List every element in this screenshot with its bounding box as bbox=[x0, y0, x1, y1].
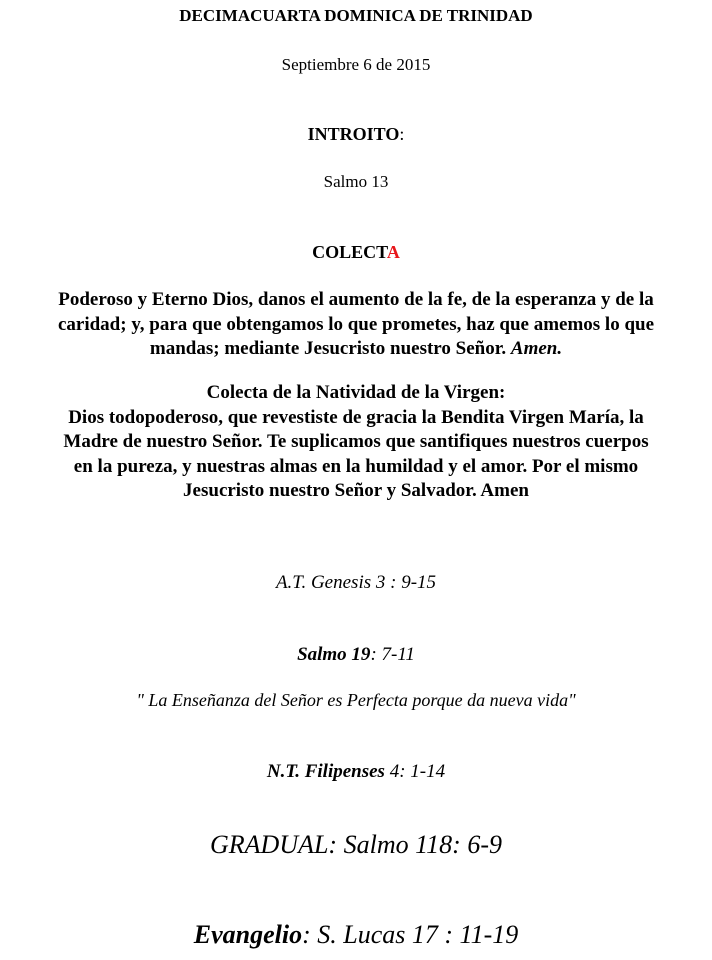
gospel-ref: : S. Lucas 17 : 11-19 bbox=[302, 920, 519, 949]
page-title: DECIMACUARTA DOMINICA DE TRINIDAD bbox=[179, 6, 533, 25]
nt-ref: 4: 1-14 bbox=[384, 761, 446, 782]
natividad-line: en la pureza, y nuestras almas en la humildad y el amor. Por el mismo bbox=[73, 455, 639, 477]
natividad-prayer bbox=[0, 381, 712, 504]
colecta-heading-main: COLECT bbox=[312, 242, 387, 262]
colecta-line-last bbox=[0, 337, 712, 362]
psalm-reading bbox=[0, 644, 712, 666]
gradual-reading: GRADUAL: Salmo 118: 6-9 bbox=[210, 830, 502, 859]
gospel-label: Evangelio bbox=[193, 920, 303, 949]
colecta-line: mandas; mediante Jesucristo nuestro Señor. bbox=[149, 338, 507, 359]
colecta-heading-accent: A bbox=[386, 242, 400, 262]
natividad-line: Madre de nuestro Señor. Te suplicamos que santifiques nuestros cuerpos bbox=[63, 431, 649, 452]
natividad-heading: Colecta de la Natividad de la Virgen: bbox=[206, 382, 506, 403]
colecta-line: Poderoso y Eterno Dios, danos el aumento de la fe, de la esperanza y de la bbox=[58, 289, 654, 310]
introito-heading bbox=[0, 124, 712, 145]
colecta-heading bbox=[0, 242, 712, 263]
psalm-ref: : 7-11 bbox=[370, 644, 415, 665]
natividad-line: Dios todopoderoso, que revestiste de gracia la Bendita Virgen María, la bbox=[68, 406, 644, 428]
introito-label: INTROITO bbox=[307, 124, 400, 144]
service-date: Septiembre 6 de 2015 bbox=[281, 55, 431, 74]
old-testament-reading: A.T. Genesis 3 : 9-15 bbox=[275, 572, 437, 593]
colecta-prayer bbox=[0, 288, 712, 362]
natividad-line: Jesucristo nuestro Señor y Salvador. Amen bbox=[183, 480, 529, 501]
introito-colon: : bbox=[399, 124, 405, 144]
psalm-quote: " La Enseñanza del Señor es Perfecta porque da nueva vida" bbox=[136, 690, 576, 710]
colecta-amen: Amen. bbox=[510, 338, 563, 359]
nt-label: N.T. Filipenses bbox=[266, 761, 385, 782]
psalm-label: Salmo 19 bbox=[297, 644, 371, 665]
new-testament-reading bbox=[0, 761, 712, 783]
colecta-line: caridad; y, para que obtengamos lo que prometes, haz que amemos lo que bbox=[57, 313, 655, 335]
gospel-reading bbox=[0, 920, 712, 950]
introito-psalm: Salmo 13 bbox=[323, 172, 389, 191]
